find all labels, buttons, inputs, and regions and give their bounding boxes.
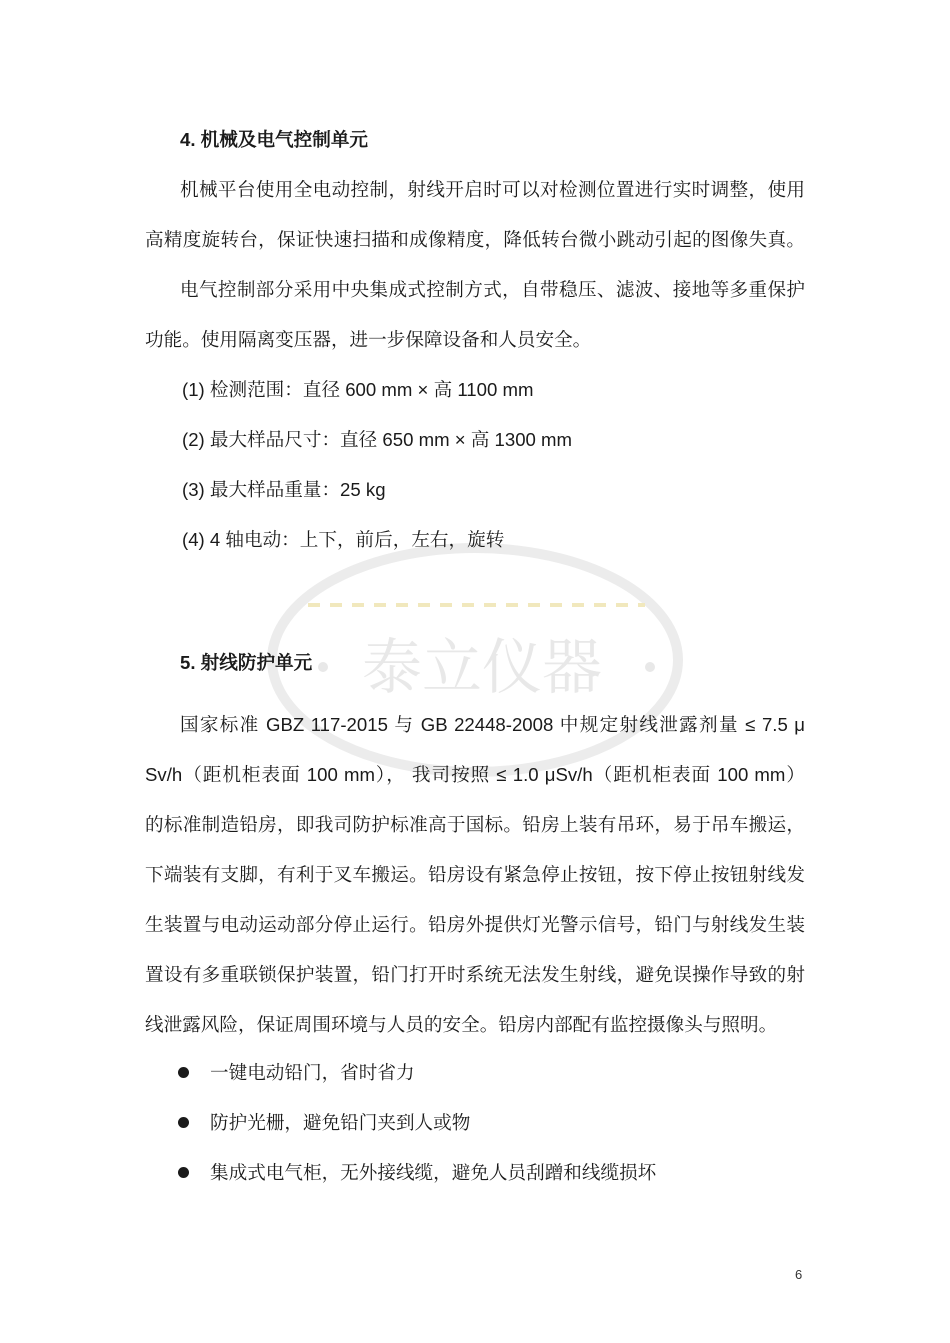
paragraph-line: 电气控制部分采用中央集成式控制方式，自带稳压、滤波、接地等多重保护 <box>180 279 805 300</box>
paragraph-line: 置设有多重联锁保护装置，铅门打开时系统无法发生射线，避免误操作导致的射 <box>145 964 805 985</box>
watermark-dot-left <box>318 662 328 672</box>
bullet-icon <box>178 1167 189 1178</box>
section-5-heading: 5. 射线防护单元 <box>180 652 313 673</box>
paragraph-line: 下端装有支脚，有利于叉车搬运。铅房设有紧急停止按钮，按下停止按钮射线发 <box>145 864 805 885</box>
bullet-icon <box>178 1117 189 1128</box>
paragraph-line: 线泄露风险，保证周围环境与人员的安全。铅房内部配有监控摄像头与照明。 <box>145 1014 778 1035</box>
spec-item: (1) 检测范围：直径 600 mm × 高 1100 mm <box>182 379 534 400</box>
watermark-text: 泰立仪器 <box>362 633 602 703</box>
paragraph-line: 的标准制造铅房，即我司防护标准高于国标。铅房上装有吊环，易于吊车搬运， <box>145 814 805 835</box>
bullet-item: 集成式电气柜，无外接线缆，避免人员刮蹭和线缆损坏 <box>210 1162 657 1183</box>
page-number: 6 <box>795 1267 803 1282</box>
watermark-ellipse <box>272 548 678 772</box>
spec-item: (2) 最大样品尺寸：直径 650 mm × 高 1300 mm <box>182 429 573 450</box>
paragraph-line: 生装置与电动运动部分停止运行。铅房外提供灯光警示信号，铅门与射线发生装 <box>145 914 805 935</box>
bullet-icon <box>178 1067 189 1078</box>
watermark-dot-right <box>645 662 655 672</box>
bullet-item: 防护光栅，避免铅门夹到人或物 <box>210 1112 471 1133</box>
spec-item: (3) 最大样品重量：25 kg <box>182 479 386 500</box>
spec-item: (4) 4 轴电动：上下，前后，左右，旋转 <box>182 529 505 550</box>
section-4-heading: 4. 机械及电气控制单元 <box>180 129 369 150</box>
paragraph-line: 高精度旋转台，保证快速扫描和成像精度，降低转台微小跳动引起的图像失真。 <box>145 229 805 250</box>
paragraph-line: 机械平台使用全电动控制，射线开启时可以对检测位置进行实时调整，使用 <box>180 179 805 200</box>
paragraph-line: 功能。使用隔离变压器，进一步保障设备和人员安全。 <box>145 329 592 350</box>
bullet-item: 一键电动铅门，省时省力 <box>210 1062 415 1083</box>
paragraph-line: 国家标准 GBZ 117-2015 与 GB 22448-2008 中规定射线泄露剂量 ≤ 7.5 μ <box>180 714 805 735</box>
paragraph-line: Sv/h（距机柜表面 100 mm）， 我司按照 ≤ 1.0 μSv/h（距机柜表面 100 mm） <box>145 764 805 785</box>
